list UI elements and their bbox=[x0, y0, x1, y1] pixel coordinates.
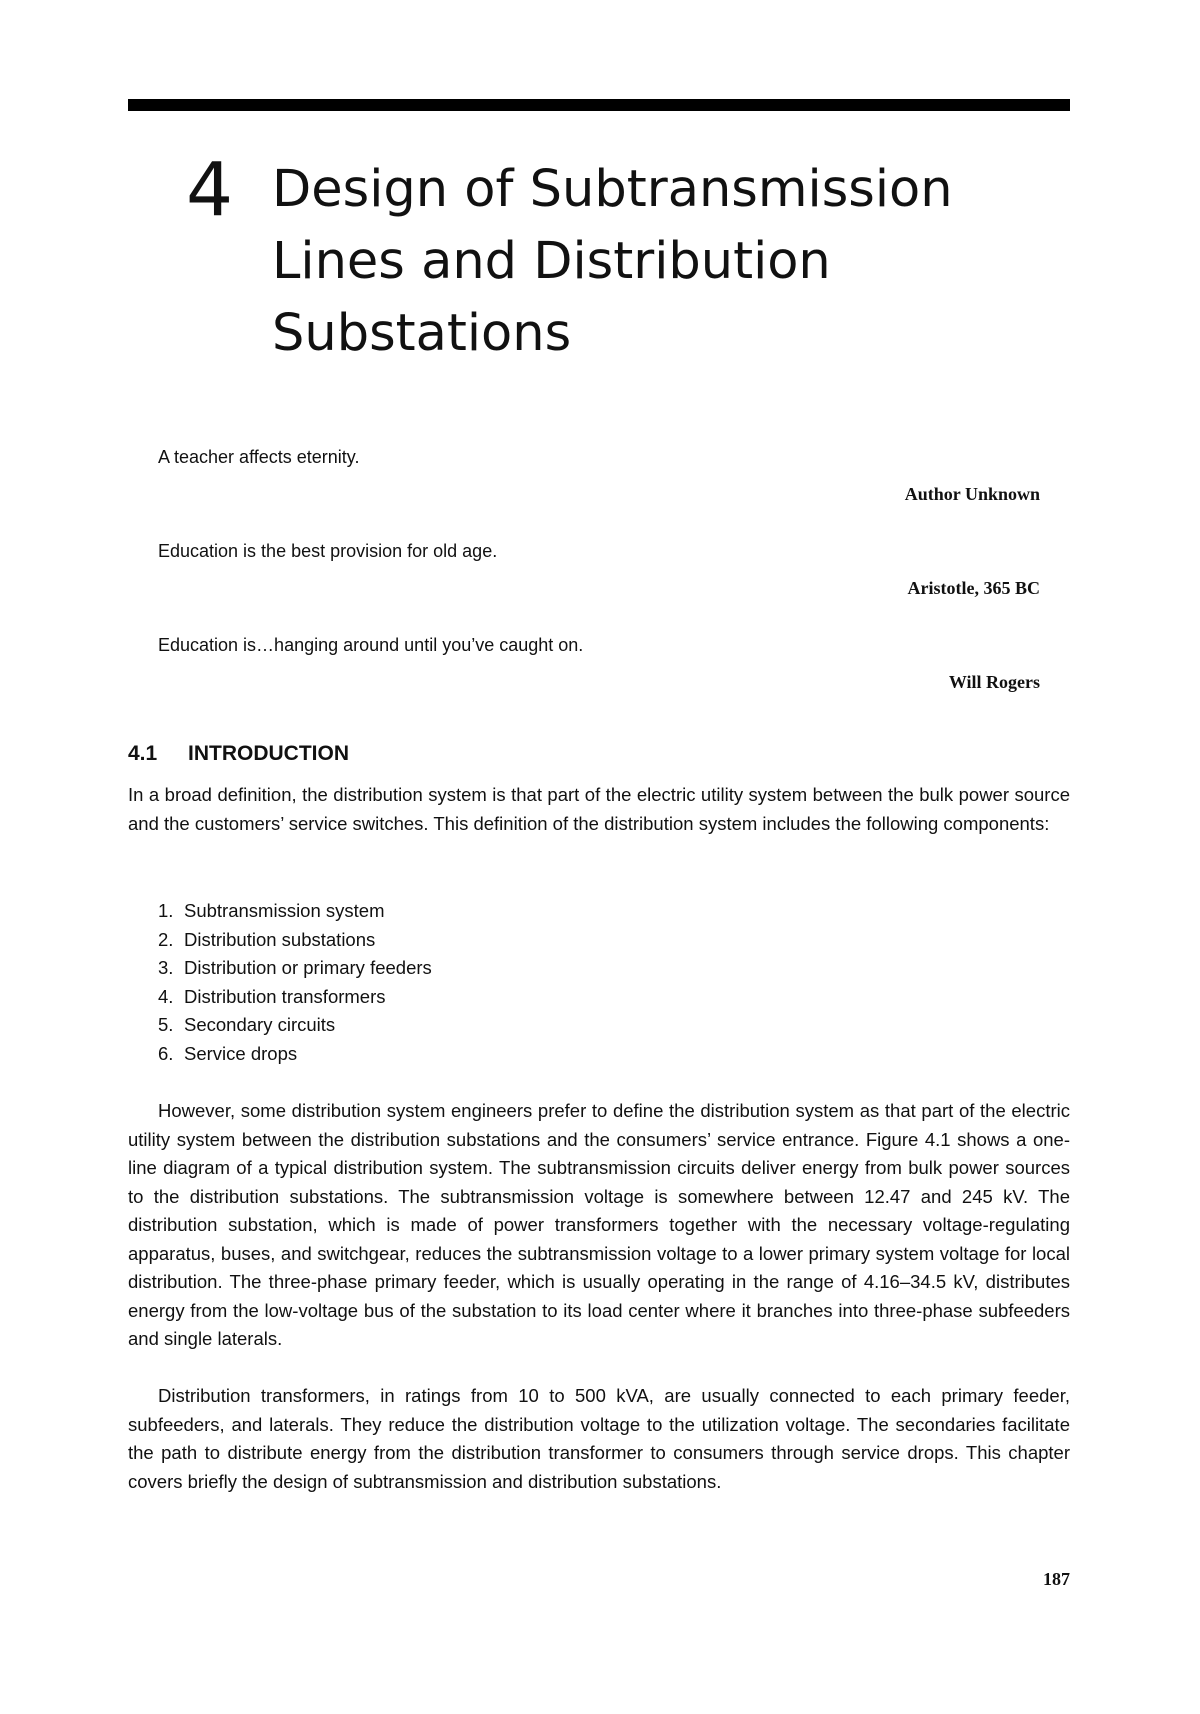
chapter-title-line: Substations bbox=[272, 304, 572, 363]
epigraph-quote: Education is the best provision for old age. bbox=[158, 541, 498, 561]
list-item bbox=[158, 954, 432, 983]
list-item bbox=[158, 1040, 432, 1069]
list-item-number: 2. bbox=[158, 928, 174, 950]
list-item-label: Distribution substations bbox=[184, 928, 376, 950]
epigraph-quote: A teacher affects eternity. bbox=[158, 447, 360, 467]
component-list bbox=[158, 897, 432, 1068]
list-item bbox=[158, 983, 432, 1012]
list-item-number: 6. bbox=[158, 1042, 174, 1064]
list-item-number: 3. bbox=[158, 957, 174, 978]
list-item bbox=[158, 897, 432, 926]
page-number: 187 bbox=[1043, 1569, 1070, 1589]
chapter-title-line: Design of Subtransmission bbox=[272, 160, 953, 219]
list-item bbox=[158, 926, 432, 955]
list-item-label: Distribution transformers bbox=[184, 985, 386, 1007]
list-item-number: 5. bbox=[158, 1014, 174, 1035]
list-item bbox=[158, 1011, 432, 1040]
section-heading bbox=[128, 741, 349, 767]
list-item-label: Subtransmission system bbox=[184, 900, 385, 921]
epigraph-author: Author Unknown bbox=[904, 484, 1040, 504]
list-item-label: Secondary circuits bbox=[184, 1014, 336, 1035]
chapter-title bbox=[272, 154, 1012, 370]
chapter-title-line: Lines and Distribution bbox=[272, 232, 831, 291]
list-item-label: Service drops bbox=[184, 1042, 298, 1064]
body-paragraph: However, some distribution system engineers prefer to define the distribution system as that part of the electric utility system between the distribution substations and the consumers’ service entrance. Figure 4.1 shows a one-line diagram of a typical distribution system. The subtransmission circuits deliver energy from bulk power sources to the distribution substations. The subtransmission voltage is somewhere between 12.47 and 245 kV. The distribution substation, which is made of power transformers together with the necessary voltage-regulating apparatus, buses, and switchgear, reduces the subtransmission voltage to a lower primary system voltage for local distribution. The three-phase primary feeder, which is usually operating in the range of 4.16–34.5 kV, distributes energy from the low-voltage bus of the substation to its load center where it branches into three-phase subfeeders and single laterals. bbox=[128, 1100, 1070, 1349]
epigraph-quote: Education is…hanging around until you’ve caught on. bbox=[158, 635, 584, 655]
chapter-top-rule bbox=[128, 99, 1070, 111]
section-number: 4.1 bbox=[128, 742, 158, 765]
epigraph-author: Will Rogers bbox=[948, 672, 1040, 692]
chapter-number: 4 bbox=[186, 147, 234, 233]
epigraph-author: Aristotle, 365 BC bbox=[907, 578, 1040, 598]
list-item-label: Distribution or primary feeders bbox=[184, 957, 432, 978]
intro-paragraph: In a broad definition, the distribution system is that part of the electric utility system between the bulk power source and the customers’ service switches. This definition of the distribution system includes the following components: bbox=[128, 784, 1070, 834]
body-paragraph: Distribution transformers, in ratings from 10 to 500 kVA, are usually connected to each primary feeder, subfeeders, and laterals. They reduce the distribution voltage to the utilization voltage. The secondaries facilitate the path to distribute energy from the distribution transformer to consumers through service drops. This chapter covers briefly the design of subtransmission and distribution substations. bbox=[128, 1385, 1070, 1492]
list-item-number: 4. bbox=[158, 985, 174, 1007]
section-title: INTRODUCTION bbox=[188, 742, 349, 765]
list-item-number: 1. bbox=[158, 900, 174, 921]
